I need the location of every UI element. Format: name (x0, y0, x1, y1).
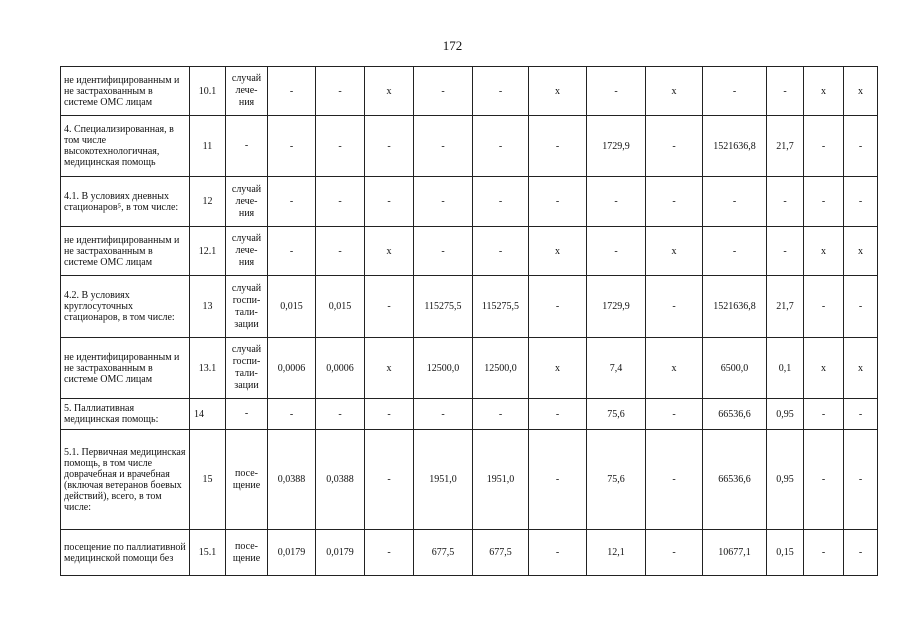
value-cell: - (767, 177, 804, 227)
value-cell: - (703, 177, 767, 227)
value-cell: х (844, 67, 878, 116)
value-cell: 0,0179 (268, 530, 316, 576)
value-cell: - (268, 67, 316, 116)
value-cell: х (365, 67, 414, 116)
value-cell: х (646, 67, 703, 116)
value-cell: - (844, 399, 878, 430)
value-cell: - (529, 530, 587, 576)
value-cell: 1521636,8 (703, 276, 767, 338)
value-cell: - (414, 177, 473, 227)
value-cell: 0,0006 (316, 338, 365, 399)
value-cell: х (804, 338, 844, 399)
value-cell: - (414, 227, 473, 276)
value-cell: - (646, 430, 703, 530)
value-cell: 10677,1 (703, 530, 767, 576)
row-unit: случай лече-ния (226, 177, 268, 227)
value-cell: х (365, 338, 414, 399)
value-cell: - (473, 67, 529, 116)
value-cell: - (646, 116, 703, 177)
value-cell: - (529, 177, 587, 227)
table-row (61, 67, 878, 116)
row-code: 12.1 (190, 227, 226, 276)
value-cell: - (365, 116, 414, 177)
value-cell: - (365, 399, 414, 430)
value-cell: - (473, 399, 529, 430)
value-cell: - (316, 227, 365, 276)
value-cell: 677,5 (414, 530, 473, 576)
row-name: 5. Паллиативная медицинская помощь: (61, 399, 190, 430)
row-name: не идентифицированным и не застрахованным в системе ОМС лицам (61, 227, 190, 276)
value-cell: - (804, 399, 844, 430)
value-cell: 0,0179 (316, 530, 365, 576)
value-cell: - (268, 177, 316, 227)
row-name: 4.2. В условиях круглосуточных стационаров, в том числе: (61, 276, 190, 338)
value-cell: х (844, 227, 878, 276)
value-cell: - (529, 116, 587, 177)
value-cell: 0,0388 (316, 430, 365, 530)
value-cell: - (844, 177, 878, 227)
value-cell: - (844, 276, 878, 338)
value-cell: 6500,0 (703, 338, 767, 399)
data-table (60, 66, 878, 576)
value-cell: х (646, 227, 703, 276)
value-cell: - (365, 177, 414, 227)
table-row (61, 338, 878, 399)
value-cell: - (365, 530, 414, 576)
value-cell: 75,6 (587, 430, 646, 530)
value-cell: 66536,6 (703, 430, 767, 530)
value-cell: 1729,9 (587, 116, 646, 177)
value-cell: 0,015 (268, 276, 316, 338)
value-cell: - (268, 399, 316, 430)
value-cell: - (414, 399, 473, 430)
value-cell: 75,6 (587, 399, 646, 430)
row-code: 12 (190, 177, 226, 227)
value-cell: 21,7 (767, 116, 804, 177)
value-cell: - (844, 430, 878, 530)
value-cell: х (804, 67, 844, 116)
value-cell: 0,1 (767, 338, 804, 399)
value-cell: - (268, 227, 316, 276)
value-cell: 115275,5 (414, 276, 473, 338)
value-cell: - (844, 530, 878, 576)
value-cell: 12500,0 (414, 338, 473, 399)
value-cell: 677,5 (473, 530, 529, 576)
value-cell: - (646, 276, 703, 338)
value-cell: - (703, 67, 767, 116)
value-cell: - (414, 116, 473, 177)
value-cell: - (529, 276, 587, 338)
row-unit: - (226, 399, 268, 430)
value-cell: - (804, 177, 844, 227)
value-cell: - (365, 430, 414, 530)
value-cell: - (804, 530, 844, 576)
row-name: не идентифицированным и не застрахованным в системе ОМС лицам (61, 67, 190, 116)
value-cell: - (804, 430, 844, 530)
value-cell: - (414, 67, 473, 116)
table-row (61, 276, 878, 338)
row-name: 4. Специализированная, в том числе высокотехнологичная, медицинская помощь (61, 116, 190, 177)
value-cell: - (646, 399, 703, 430)
value-cell: - (473, 177, 529, 227)
table-row (61, 430, 878, 530)
value-cell: - (316, 399, 365, 430)
row-code: 11 (190, 116, 226, 177)
row-unit: случай лече-ния (226, 227, 268, 276)
value-cell: - (844, 116, 878, 177)
row-unit: случай лече-ния (226, 67, 268, 116)
row-code: 15.1 (190, 530, 226, 576)
value-cell: 12,1 (587, 530, 646, 576)
value-cell: - (804, 116, 844, 177)
table-row (61, 530, 878, 576)
row-unit: случай госпи-тали-зации (226, 338, 268, 399)
value-cell: - (646, 177, 703, 227)
table-row (61, 177, 878, 227)
value-cell: - (473, 227, 529, 276)
page-number: 172 (442, 38, 463, 53)
row-unit: - (226, 116, 268, 177)
value-cell: - (316, 116, 365, 177)
row-unit: посе-щение (226, 530, 268, 576)
value-cell: 0,95 (767, 399, 804, 430)
value-cell: х (804, 227, 844, 276)
value-cell: х (646, 338, 703, 399)
row-code: 13 (190, 276, 226, 338)
value-cell: 0,0388 (268, 430, 316, 530)
value-cell: 115275,5 (473, 276, 529, 338)
row-code: 13.1 (190, 338, 226, 399)
value-cell: 0,95 (767, 430, 804, 530)
value-cell: х (529, 67, 587, 116)
value-cell: - (316, 177, 365, 227)
value-cell: - (804, 276, 844, 338)
value-cell: - (767, 227, 804, 276)
table-row (61, 227, 878, 276)
value-cell: 7,4 (587, 338, 646, 399)
value-cell: 66536,6 (703, 399, 767, 430)
value-cell: - (703, 227, 767, 276)
value-cell: - (268, 116, 316, 177)
value-cell: 21,7 (767, 276, 804, 338)
row-code: 14 (190, 399, 226, 430)
value-cell: 0,0006 (268, 338, 316, 399)
row-name: не идентифицированным и не застрахованным в системе ОМС лицам (61, 338, 190, 399)
value-cell: - (365, 276, 414, 338)
value-cell: - (646, 530, 703, 576)
table-row (61, 116, 878, 177)
value-cell: - (587, 177, 646, 227)
value-cell: 0,15 (767, 530, 804, 576)
value-cell: 1521636,8 (703, 116, 767, 177)
value-cell: х (844, 338, 878, 399)
value-cell: х (529, 227, 587, 276)
value-cell: х (529, 338, 587, 399)
row-name: посещение по паллиативной медицинской помощи без (61, 530, 190, 576)
row-name: 4.1. В условиях дневных стационаров⁵, в том числе: (61, 177, 190, 227)
value-cell: 1729,9 (587, 276, 646, 338)
value-cell: - (587, 67, 646, 116)
value-cell: - (767, 67, 804, 116)
row-unit: посе-щение (226, 430, 268, 530)
value-cell: 12500,0 (473, 338, 529, 399)
table-row (61, 399, 878, 430)
value-cell: х (365, 227, 414, 276)
value-cell: 1951,0 (473, 430, 529, 530)
value-cell: - (529, 399, 587, 430)
value-cell: - (316, 67, 365, 116)
value-cell: 0,015 (316, 276, 365, 338)
value-cell: - (473, 116, 529, 177)
row-unit: случай госпи-тали-зации (226, 276, 268, 338)
row-code: 15 (190, 430, 226, 530)
value-cell: - (529, 430, 587, 530)
value-cell: 1951,0 (414, 430, 473, 530)
value-cell: - (587, 227, 646, 276)
row-code: 10.1 (190, 67, 226, 116)
row-name: 5.1. Первичная медицинская помощь, в том числе доврачебная и врачебная (включая ветеранов боевых действий), всего, в том числе: (61, 430, 190, 530)
